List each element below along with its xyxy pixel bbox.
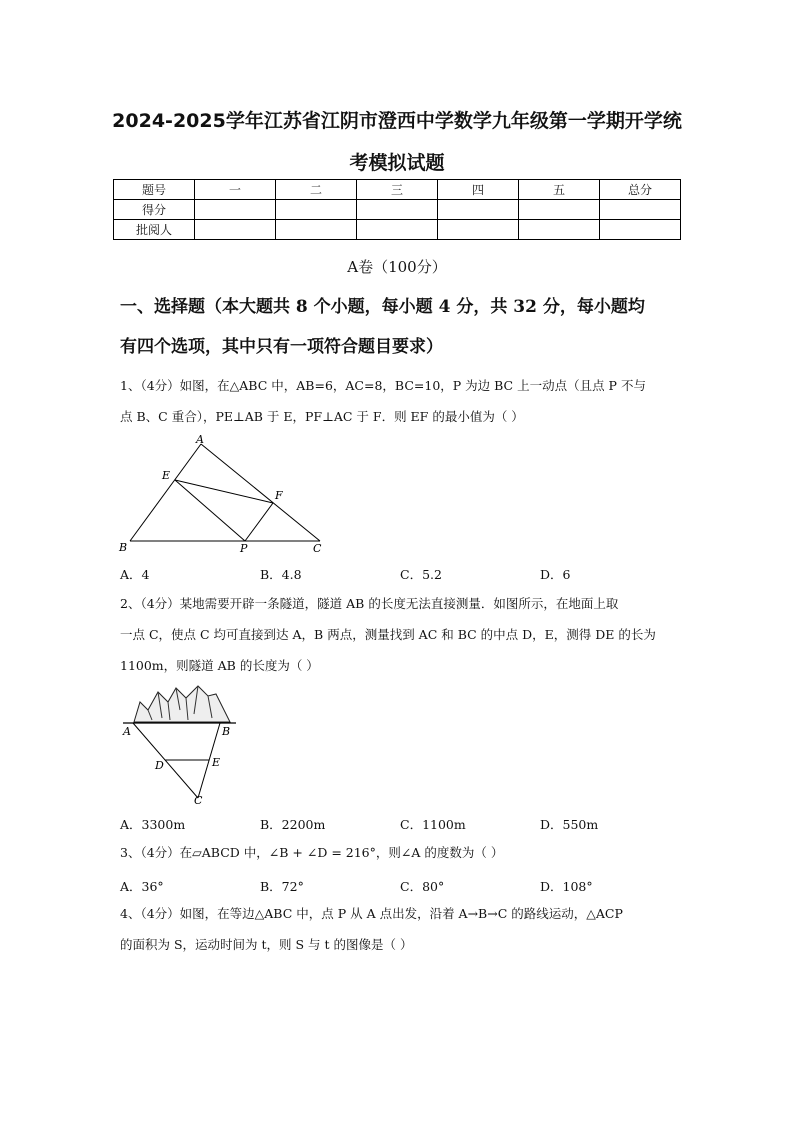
question-2-options [120, 815, 680, 833]
option-c[interactable]: C．80° [400, 879, 445, 894]
score-cell[interactable] [357, 200, 438, 220]
section-heading-line-1: 一、选择题（本大题共 8 个小题，每小题 4 分，共 32 分，每小题均 [120, 297, 645, 317]
point-label-d: D [155, 759, 164, 772]
option-b[interactable]: B．2200m [260, 817, 326, 832]
option-c[interactable]: C．1100m [400, 817, 466, 832]
option-b[interactable]: B．72° [260, 879, 304, 894]
score-table-header-cell: 五 [519, 180, 600, 200]
section-heading-line-2: 有四个选项，其中只有一项符合题目要求） [120, 337, 443, 357]
question-4-line-2: 的面积为 S，运动时间为 t，则 S 与 t 的图像是（ ） [120, 937, 413, 952]
point-label-e: E [162, 469, 171, 482]
score-table-row [114, 200, 681, 220]
question-3-line-1: 3、（4分）在▱ABCD 中，∠B + ∠D = 216°，则∠A 的度数为（ ） [120, 845, 504, 860]
question-1-line-2: 点 B、C 重合），PE⊥AB 于 E，PF⊥AC 于 F．则 EF 的最小值为（ ） [120, 409, 524, 424]
segment-pf [245, 503, 273, 541]
score-cell[interactable] [276, 200, 357, 220]
score-cell[interactable] [438, 220, 519, 240]
question-2-line-1: 2、（4分）某地需要开辟一条隧道，隧道 AB 的长度无法直接测量．如图所示，在地面上取 [120, 596, 619, 611]
question-2-figure [118, 680, 238, 805]
score-cell[interactable] [519, 220, 600, 240]
point-label-e: E [212, 756, 221, 769]
score-cell[interactable] [600, 200, 681, 220]
option-b[interactable]: B．4.8 [260, 567, 302, 582]
question-3-options [120, 877, 680, 895]
score-table [113, 179, 681, 240]
score-table-header-cell: 四 [438, 180, 519, 200]
point-label-p: P [240, 542, 248, 555]
score-cell[interactable] [357, 220, 438, 240]
segment-pe [175, 480, 245, 541]
score-table-row [114, 220, 681, 240]
score-cell[interactable] [195, 220, 276, 240]
option-d[interactable]: D．6 [540, 567, 571, 582]
score-table-header-row [114, 180, 681, 200]
question-2-line-3: 1100m，则隧道 AB 的长度为（ ） [120, 658, 319, 673]
score-cell[interactable] [195, 200, 276, 220]
point-label-b: B [222, 725, 231, 738]
score-table-header-cell: 二 [276, 180, 357, 200]
question-4-line-1: 4、（4分）如图，在等边△ABC 中，点 P 从 A 点出发，沿着 A→B→C 的路线运动，△ACP [120, 906, 623, 921]
option-d[interactable]: D．108° [540, 879, 593, 894]
option-a[interactable]: A．4 [120, 567, 150, 582]
point-label-b: B [119, 541, 128, 554]
question-2-line-2: 一点 C，使点 C 均可直接到达 A，B 两点，测量找到 AC 和 BC 的中点 D，E，测得 DE 的长为 [120, 627, 656, 642]
point-label-f: F [275, 489, 283, 502]
option-d[interactable]: D．550m [540, 817, 599, 832]
question-1-line-1: 1、（4分）如图，在△ABC 中，AB=6，AC=8，BC=10，P 为边 BC 上一动点（且点 P 不与 [120, 378, 646, 393]
point-label-c: C [194, 794, 203, 805]
score-cell[interactable] [519, 200, 600, 220]
question-1-figure [115, 432, 330, 557]
point-label-a: A [196, 433, 204, 446]
score-table-header-cell: 总分 [600, 180, 681, 200]
segment-ef [175, 480, 273, 503]
score-table-row-label: 批阅人 [114, 220, 195, 240]
segment-ab [130, 444, 201, 541]
segment-ac [201, 444, 320, 541]
score-table-header-cell: 一 [195, 180, 276, 200]
title-line-2: 考模拟试题 [349, 152, 445, 174]
point-label-a: A [123, 725, 131, 738]
option-a[interactable]: A．36° [120, 879, 164, 894]
score-cell[interactable] [276, 220, 357, 240]
option-a[interactable]: A．3300m [120, 817, 186, 832]
question-1-options [120, 565, 680, 583]
option-c[interactable]: C．5.2 [400, 567, 442, 582]
score-cell[interactable] [600, 220, 681, 240]
score-cell[interactable] [438, 200, 519, 220]
score-table-header-cell: 题号 [114, 180, 195, 200]
point-label-c: C [313, 542, 322, 555]
title-line-1: 2024-2025学年江苏省江阴市澄西中学数学九年级第一学期开学统 [112, 110, 682, 132]
score-table-row-label: 得分 [114, 200, 195, 220]
paper-subtitle: A卷（100分） [347, 258, 447, 276]
mountain-drawing [134, 686, 230, 722]
score-table-header-cell: 三 [357, 180, 438, 200]
